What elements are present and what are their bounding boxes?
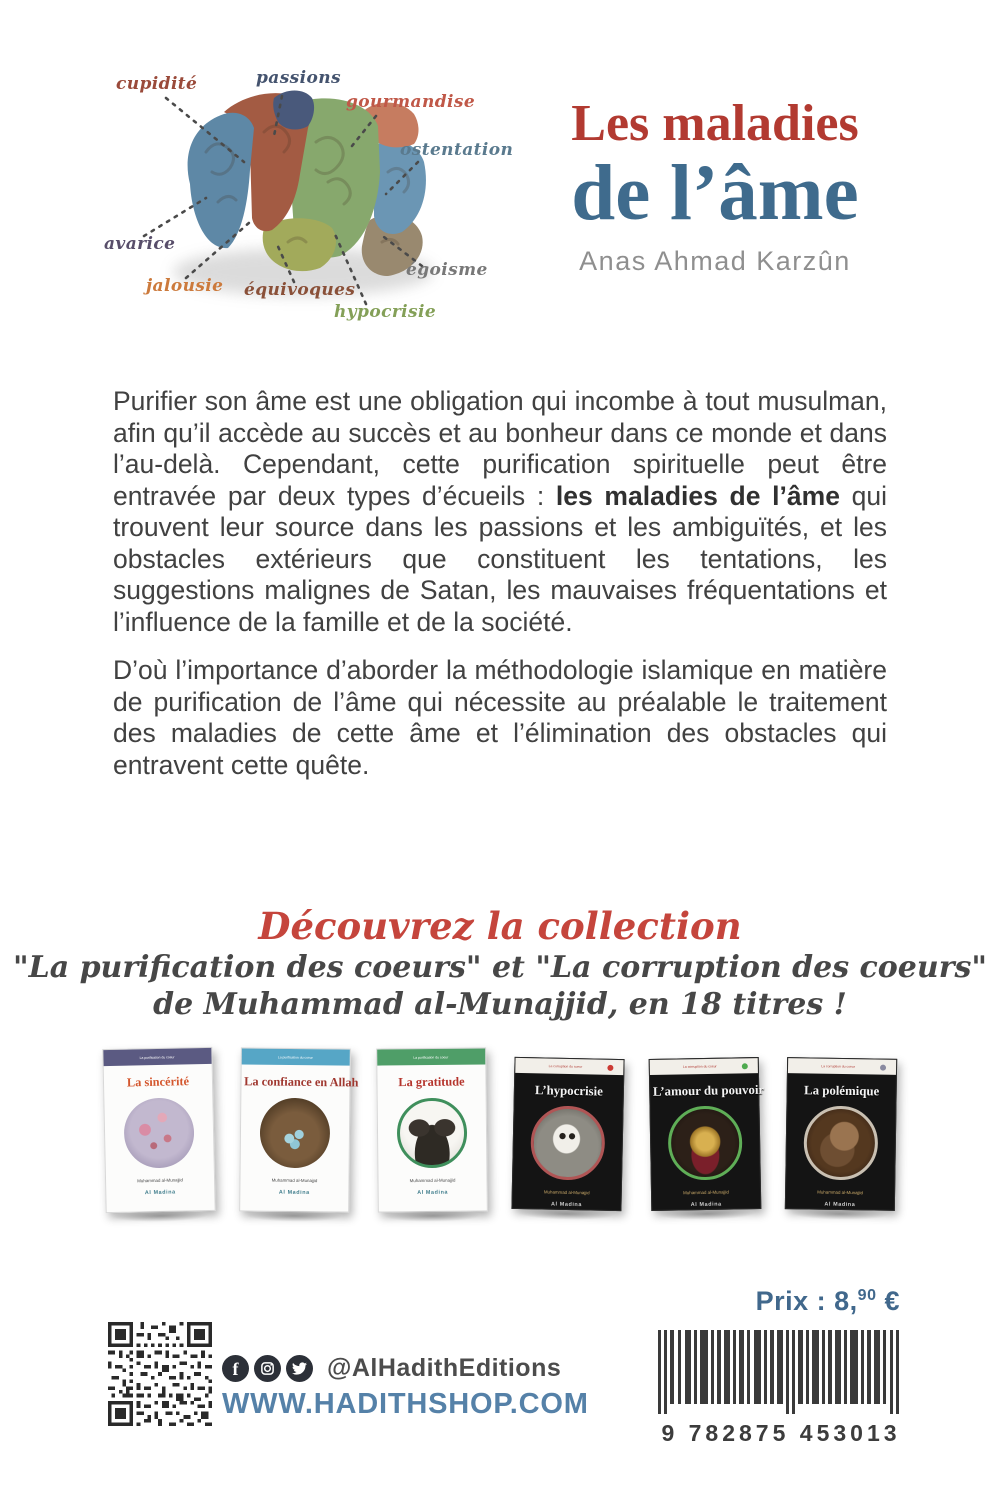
mini-title: La polémique [803, 1082, 880, 1099]
description-paragraph-1: Purifier son âme est une obligation qui incombe à tout musulman, afin qu’il accède au succès et au bonheur dans ce monde et dans l’au-delà. Cependant, cette purification spirituelle peut être entravée par deux types d’écueils : les maladies de l’âme qui trouvent leur source dans les passions et les ambiguïtés, et les obstacles extérieurs que constituent les tentations, les suggestions malignes de Satan, les mauvaises fréquentations et l’influence de la famille et de la société. [113, 386, 887, 637]
mini-author: Muhammad al-Munajjid [817, 1189, 863, 1196]
brain-label-ostentation: ostentation [400, 140, 514, 160]
collection-dot [880, 1064, 886, 1070]
isbn-digits: 9 782875 453013 [661, 1420, 901, 1446]
book-cover-la-polemique [785, 1057, 897, 1211]
brain-label-gourmandise: gourmandise [346, 92, 476, 112]
book-cover-l-hypocrisie [512, 1057, 625, 1211]
mini-author: Muhammad al-Munajjid [137, 1177, 183, 1184]
collection-dot [741, 1063, 747, 1069]
cover-image-nest [260, 1098, 331, 1169]
book-cover-la-gratitude [376, 1047, 488, 1212]
collection-line1: "La purification des coeurs" et "La corruption des coeurs" [12, 950, 988, 985]
publisher-logo: Al Madina [690, 1200, 722, 1208]
collection-band: La purification du coeur [242, 1048, 350, 1065]
collection-band: La corruption du coeur [649, 1058, 757, 1075]
collection-covers-row [104, 1048, 896, 1212]
brain-label-egoisme: égoisme [406, 260, 488, 280]
brain-label-hypocrisie: hypocrisie [334, 302, 437, 322]
mini-title: L’amour du pouvoir [652, 1082, 764, 1099]
publisher-logo: Al Madina [551, 1200, 583, 1208]
social-handle: @AlHadithEditions [327, 1354, 562, 1382]
title-block [515, 96, 915, 277]
collection-band: La purification du coeur [377, 1048, 485, 1065]
cover-image-crown [667, 1105, 742, 1180]
mini-title: L’hypocrisie [534, 1082, 604, 1099]
publisher-logo: Al Madina [279, 1188, 311, 1196]
brain-label-passions: passions [256, 68, 341, 88]
publisher-logo: Al Madina [824, 1200, 856, 1208]
collection-line2: de Muhammad al-Munajjid, en 18 titres ! [153, 987, 847, 1022]
back-cover-text [113, 386, 887, 781]
collection-dot [608, 1064, 614, 1070]
cover-image-debate [803, 1105, 878, 1180]
collection-band: La purification du coeur [103, 1048, 211, 1066]
brain-label-cupidite: cupidité [116, 74, 198, 94]
collection-heading: Découvrez la collection [258, 904, 742, 948]
barcode-bars [658, 1330, 904, 1414]
brain-label-equivoques: équivoques [244, 280, 356, 300]
book-cover-la-sincerite [102, 1047, 215, 1213]
description-paragraph-2: D’où l’importance d’aborder la méthodologie islamique en matière de purification de l’âme qui nécessite au préalable le traitement des maladies de cette âme et l’élimination des obstacles qui entravent cette quête. [113, 655, 887, 780]
facebook-icon: f [222, 1355, 249, 1382]
bold-phrase: les maladies de l’âme [555, 480, 840, 511]
collection-band: La corruption du coeur [788, 1058, 896, 1075]
mini-author: Muhammad al-Munajjid [271, 1177, 318, 1184]
publisher-logo: Al Madina [416, 1188, 448, 1196]
brain-diagram [78, 52, 530, 354]
social-block [222, 1354, 589, 1421]
qr-code [108, 1322, 212, 1426]
price: Prix : 8,90 € [755, 1286, 900, 1316]
mini-title: La confiance en Allah [244, 1073, 359, 1090]
barcode [658, 1330, 904, 1447]
publisher-logo: Al Madina [144, 1188, 176, 1196]
collection-blurb [0, 903, 1000, 1023]
mini-author: Muhammad al-Munajjid [409, 1177, 456, 1184]
mini-author: Muhammad al-Munajjid [544, 1189, 590, 1196]
instagram-icon [254, 1355, 281, 1382]
book-title-line2: de l’âme [571, 150, 859, 237]
cover-image-blossom [123, 1097, 194, 1168]
book-cover-l-amour-du-pouvoir [648, 1057, 764, 1211]
brain-label-jalousie: jalousie [146, 276, 224, 296]
collection-band: La corruption du coeur [515, 1058, 623, 1075]
book-title-line1: Les maladies [571, 95, 859, 152]
mini-author: Muhammad al-Munajjid [682, 1189, 729, 1196]
mini-title: La sincérité [126, 1073, 190, 1090]
book-cover-la-confiance-en-allah [240, 1047, 359, 1212]
book-author: Anas Ahmad Karzûn [579, 246, 851, 276]
brain-label-avarice: avarice [104, 234, 176, 254]
mini-title: La gratitude [398, 1074, 465, 1089]
website-url: WWW.HADITHSHOP.COM [222, 1388, 589, 1420]
cover-image-mask [530, 1105, 606, 1181]
cover-image-hands [396, 1098, 467, 1169]
twitter-icon [286, 1355, 313, 1382]
